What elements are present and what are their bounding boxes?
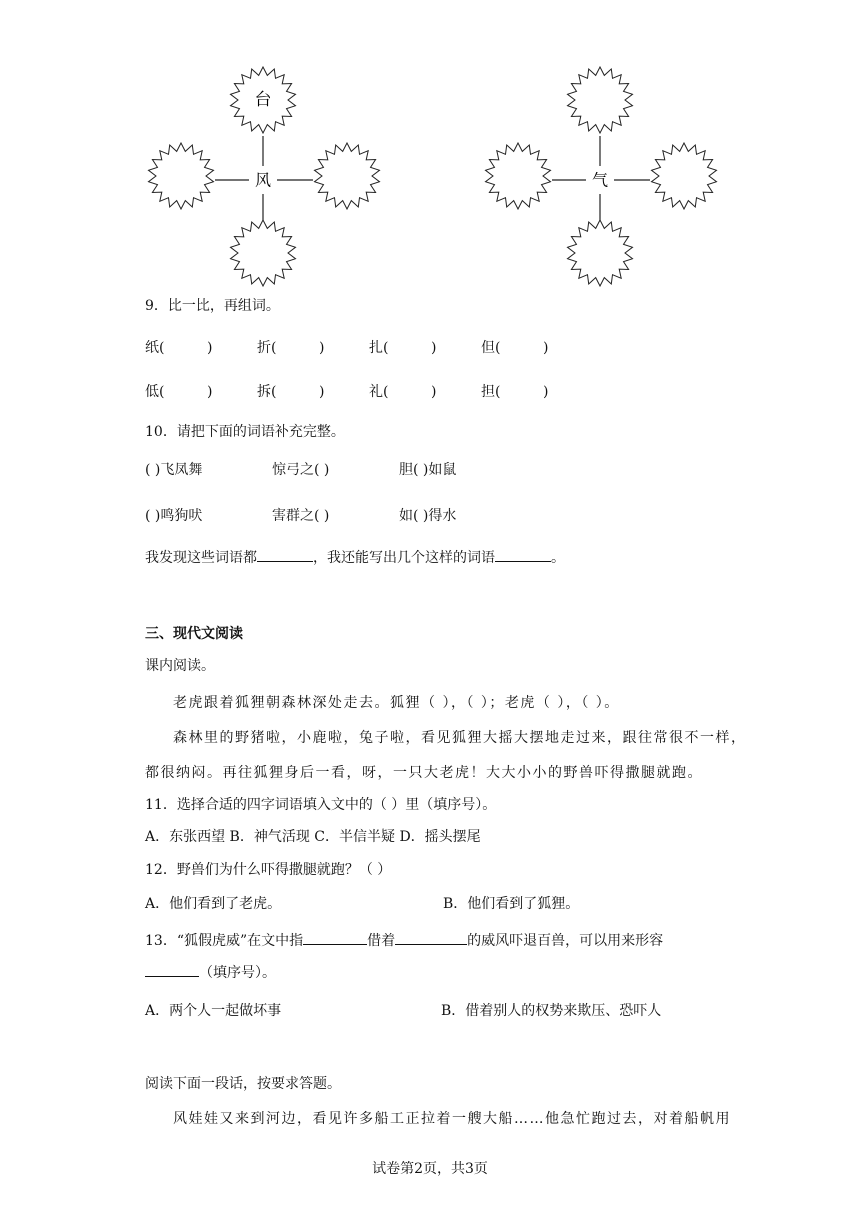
- q9-char: 低(: [145, 384, 165, 400]
- q9-title: 9．比一比，再组词。: [145, 298, 280, 314]
- q13-option-b[interactable]: B．借着别人的权势来欺压、恐吓人: [441, 1003, 662, 1019]
- q9-paren-close: ): [431, 384, 437, 400]
- answer-blank[interactable]: [395, 930, 467, 945]
- starburst-right[interactable]: [652, 143, 717, 209]
- answer-blank[interactable]: [495, 547, 551, 562]
- q13-line-2: [145, 962, 276, 983]
- passage-line: 老虎跟着狐狸朝森林深处走去。狐狸（ ），（ ）；老虎（ ），（ ）。: [173, 695, 620, 711]
- q9-paren-close: ): [431, 340, 437, 356]
- starburst-top[interactable]: [568, 67, 633, 133]
- center-char: 气: [591, 170, 609, 190]
- q13-text-a: 13．“狐假虎威”在文中指: [145, 933, 304, 949]
- q9-char: 纸(: [145, 340, 165, 356]
- q11-options: A．东张西望 B．神气活现 C．半信半疑 D．摇头摆尾: [145, 829, 481, 845]
- q10-idiom: 胆( )如鼠: [399, 462, 457, 478]
- q10-summary-b: ，我还能写出几个这样的词语: [313, 550, 495, 566]
- q13-text-c: 的威风吓退百兽，可以用来形容: [467, 933, 664, 949]
- page-footer: 试卷第2页，共3页: [372, 1161, 488, 1177]
- starburst-char: 台: [254, 90, 272, 110]
- q10-idiom: 惊弓之( ): [272, 462, 330, 478]
- starburst-left[interactable]: [486, 143, 551, 209]
- q9-char: 但(: [481, 340, 501, 356]
- q13-text-b: 借着: [367, 933, 396, 949]
- q9-paren-close: ): [543, 340, 549, 356]
- q10-summary-a: 我发现这些词语都: [145, 550, 257, 566]
- q9-paren-close: ): [319, 340, 325, 356]
- starburst-bottom[interactable]: [231, 220, 296, 286]
- q9-paren-close: ): [207, 340, 213, 356]
- q9-char: 拆(: [257, 384, 277, 400]
- q10-idiom: ( )鸣狗吠: [145, 508, 203, 524]
- q9-paren-close: ): [207, 384, 213, 400]
- q10-title: 10．请把下面的词语补充完整。: [145, 424, 345, 440]
- q12-option-a[interactable]: A．他们看到了老虎。: [145, 896, 282, 912]
- word-web-feng: [149, 67, 380, 286]
- answer-blank[interactable]: [145, 962, 199, 977]
- starburst-right[interactable]: [315, 143, 380, 209]
- section-heading: 三、现代文阅读: [145, 626, 243, 642]
- section-intro: 课内阅读。: [145, 658, 215, 674]
- q10-summary: [145, 547, 565, 568]
- q9-char: 担(: [481, 384, 501, 400]
- q10-idiom: 如( )得水: [399, 508, 457, 524]
- q10-summary-c: 。: [551, 550, 565, 566]
- passage-line: 森林里的野猪啦，小鹿啦，兔子啦，看见狐狸大摇大摆地走过来，跟往常很不一样，: [173, 730, 747, 746]
- center-char: 风: [254, 170, 272, 190]
- passage-line: 都很纳闷。再往狐狸身后一看，呀，一只大老虎！大大小小的野兽吓得撒腿就跑。: [145, 765, 703, 781]
- word-web-qi: [486, 67, 717, 286]
- q13-option-a[interactable]: A．两个人一起做坏事: [145, 1003, 282, 1019]
- answer-blank[interactable]: [303, 930, 367, 945]
- q13-line-1: [145, 930, 663, 951]
- starburst-left[interactable]: [149, 143, 214, 209]
- word-web-diagrams: [0, 0, 860, 300]
- q10-idiom: ( )飞凤舞: [145, 462, 203, 478]
- q13-text-d: （填序号）。: [199, 965, 276, 981]
- q11-title: 11．选择合适的四字词语填入文中的（ ）里（填序号）。: [145, 797, 497, 813]
- q9-paren-close: ): [319, 384, 325, 400]
- starburst-bottom[interactable]: [568, 220, 633, 286]
- q12-title: 12．野兽们为什么吓得撒腿就跑？（ ）: [145, 862, 392, 878]
- answer-blank[interactable]: [257, 547, 313, 562]
- q9-char: 折(: [257, 340, 277, 356]
- q9-char: 礼(: [369, 384, 389, 400]
- q9-char: 扎(: [369, 340, 389, 356]
- reading-intro: 阅读下面一段话，按要求答题。: [145, 1076, 341, 1092]
- q12-option-b[interactable]: B．他们看到了狐狸。: [443, 896, 580, 912]
- passage-line: 风娃娃又来到河边，看见许多船工正拉着一艘大船……他急忙跑过去，对着船帆用: [173, 1111, 731, 1127]
- q9-paren-close: ): [543, 384, 549, 400]
- q10-idiom: 害群之( ): [272, 508, 330, 524]
